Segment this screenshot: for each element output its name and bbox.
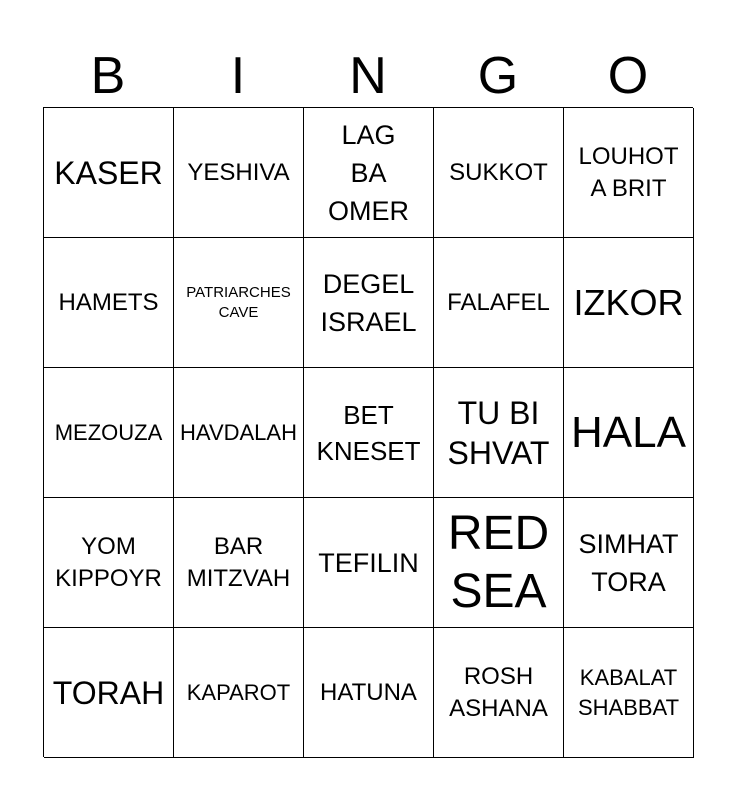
header-letter-o: O	[607, 47, 649, 105]
cell-text: LAG BA OMER	[328, 119, 409, 226]
bingo-cell[interactable]	[174, 238, 304, 368]
cell-text: SUKKOT	[449, 158, 548, 186]
cell-text: MEZOUZA	[54, 419, 163, 445]
bingo-cell[interactable]	[44, 108, 174, 238]
bingo-cell[interactable]	[434, 238, 564, 368]
cell-text: RED SEA	[447, 506, 550, 618]
cell-text: KAPAROT	[186, 679, 291, 705]
bingo-cell[interactable]	[434, 108, 564, 238]
cell-text: BAR MITZVAH	[186, 532, 291, 592]
bingo-cell[interactable]	[304, 628, 434, 758]
cell-text: KABALAT SHABBAT	[577, 664, 680, 720]
bingo-cell[interactable]	[304, 108, 434, 238]
cell-text: HAVDALAH	[180, 419, 297, 445]
cell-text: ROSH ASHANA	[449, 662, 548, 722]
cell-text: FALAFEL	[447, 288, 550, 316]
header-letter-b: B	[90, 47, 126, 105]
bingo-cell[interactable]	[304, 238, 434, 368]
bingo-board	[43, 107, 693, 757]
cell-text: TU BI SHVAT	[447, 394, 550, 471]
header-letter-n: N	[349, 47, 387, 105]
cell-text: YESHIVA	[187, 158, 290, 186]
cell-text: SIMHAT TORA	[578, 528, 679, 597]
cell-text: HALA	[571, 407, 686, 457]
cell-text: YOM KIPPOYR	[55, 532, 162, 592]
bingo-cell[interactable]	[174, 368, 304, 498]
bingo-cell[interactable]	[44, 368, 174, 498]
header-letter-i: I	[230, 47, 246, 105]
bingo-cell[interactable]	[44, 238, 174, 368]
bingo-cell[interactable]	[564, 498, 694, 628]
cell-text: IZKOR	[573, 281, 684, 323]
cell-text: PATRIARCHES CAVE	[186, 283, 291, 321]
bingo-cell[interactable]	[434, 628, 564, 758]
cell-text: TORAH	[52, 674, 165, 711]
cell-text: HAMETS	[58, 288, 159, 316]
cell-text: BET KNESET	[316, 399, 421, 466]
header-letter-g: G	[477, 47, 519, 105]
bingo-cell[interactable]	[564, 108, 694, 238]
cell-text: LOUHOT A BRIT	[578, 142, 679, 202]
bingo-cell[interactable]	[304, 498, 434, 628]
bingo-cell[interactable]	[174, 628, 304, 758]
bingo-cell[interactable]	[44, 628, 174, 758]
bingo-cell[interactable]	[564, 238, 694, 368]
cell-text: TEFILIN	[318, 547, 419, 578]
bingo-cell[interactable]	[564, 628, 694, 758]
cell-text: DEGEL ISRAEL	[320, 268, 417, 337]
bingo-header	[43, 44, 693, 108]
cell-text: KASER	[54, 154, 163, 191]
bingo-cell[interactable]	[434, 498, 564, 628]
bingo-cell[interactable]	[44, 498, 174, 628]
bingo-cell[interactable]	[304, 368, 434, 498]
bingo-cell[interactable]	[564, 368, 694, 498]
bingo-cell[interactable]	[434, 368, 564, 498]
cell-text: HATUNA	[320, 678, 417, 706]
bingo-cell[interactable]	[174, 498, 304, 628]
bingo-cell[interactable]	[174, 108, 304, 238]
